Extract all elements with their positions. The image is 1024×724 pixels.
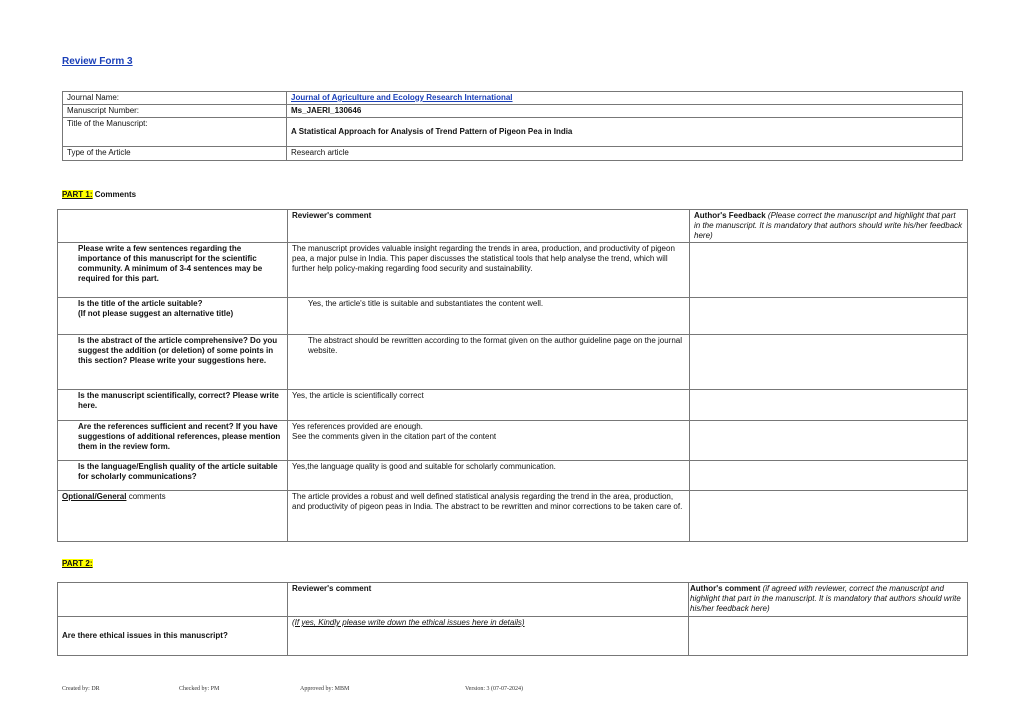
part2-label <box>62 559 93 568</box>
author-comment-label: Author's comment <box>690 584 761 593</box>
table-row <box>58 335 968 390</box>
question: Is the language/English quality of the article suitable for scholarly communications? <box>58 461 288 491</box>
question: Are the references sufficient and recent? If you have suggestions of additional references, please mention them in the review form. <box>58 421 288 461</box>
info-label: Journal Name: <box>63 92 287 105</box>
author-comment-cell[interactable] <box>689 617 968 656</box>
manuscript-info-table <box>62 91 963 161</box>
question: Is the abstract of the article comprehensive? Do you suggest the addition (or deletion) of some points in this section? Please write your suggestions here. <box>58 335 288 390</box>
manuscript-number: Ms_JAERI_130646 <box>287 105 963 118</box>
optional-label-rest: comments <box>126 492 166 501</box>
part1-label <box>62 190 136 199</box>
optional-comments-row <box>58 491 968 542</box>
part1-label-rest: Comments <box>92 190 137 199</box>
author-feedback-cell[interactable] <box>690 461 968 491</box>
part2-highlight: PART 2: <box>62 559 93 568</box>
ethics-row <box>58 617 968 656</box>
author-feedback-cell[interactable] <box>690 298 968 335</box>
header-reviewer-comment: Reviewer's comment <box>288 210 690 243</box>
table-row <box>58 461 968 491</box>
author-feedback-cell[interactable] <box>690 390 968 421</box>
author-feedback-label: Author's Feedback <box>694 211 766 220</box>
table-row <box>58 421 968 461</box>
header-reviewer-comment: Reviewer's comment <box>288 583 689 617</box>
part1-comments-table <box>57 209 968 542</box>
footer-checked: Checked by: PM <box>179 686 220 692</box>
reviewer-comment[interactable]: The manuscript provides valuable insight regarding the trends in area, production, and productivity of pigeon pea, a major pulse in India. This paper discusses the statistical tools that help analyse the trend, which will further help policy-making regarding food security and sustainability. <box>288 243 690 298</box>
table-row <box>58 243 968 298</box>
reviewer-comment[interactable]: The abstract should be rewritten according to the format given on the author guideline page on the journal website. <box>288 335 690 390</box>
info-row-manuscript-number <box>63 105 963 118</box>
question: Is the manuscript scientifically, correct? Please write here. <box>58 390 288 421</box>
reviewer-comment[interactable]: Yes, the article is scientifically correct <box>288 390 690 421</box>
info-row-title <box>63 118 963 147</box>
journal-name-link[interactable]: Journal of Agriculture and Ecology Research International <box>287 92 963 105</box>
question: Is the title of the article suitable? (If not please suggest an alternative title) <box>58 298 288 335</box>
part2-header-row <box>58 583 968 617</box>
article-type: Research article <box>287 147 963 161</box>
header-empty <box>58 583 288 617</box>
reviewer-comment[interactable]: Yes,the language quality is good and suitable for scholarly communication. <box>288 461 690 491</box>
info-label: Type of the Article <box>63 147 287 161</box>
ethics-reviewer-hint[interactable]: (If yes, Kindly please write down the ethical issues here in details) <box>288 617 689 656</box>
header-author-comment <box>689 583 968 617</box>
info-label: Manuscript Number: <box>63 105 287 118</box>
author-feedback-cell[interactable] <box>690 491 968 542</box>
author-feedback-cell[interactable] <box>690 243 968 298</box>
reviewer-comment[interactable]: Yes references provided are enough. See the comments given in the citation part of the content <box>288 421 690 461</box>
header-empty <box>58 210 288 243</box>
info-label: Title of the Manuscript: <box>63 118 287 147</box>
author-comment-note: (if agreed with reviewer, correct the manuscript and highlight that part in the manuscript. It is mandatory that authors should write his/her feedback here) <box>690 584 961 613</box>
part1-highlight: PART 1: <box>62 190 93 199</box>
part1-header-row <box>58 210 968 243</box>
footer-created: Created by: DR <box>62 686 100 692</box>
optional-label <box>58 491 288 542</box>
optional-comment[interactable]: The article provides a robust and well defined statistical analysis regarding the trend in the area, production, and productivity of pigeon peas in India. The abstract to be rewritten and minor corrections to be taken care of. <box>288 491 690 542</box>
table-row <box>58 298 968 335</box>
optional-general-label: Optional/General <box>62 492 127 501</box>
form-title[interactable]: Review Form 3 <box>62 56 133 67</box>
part2-ethics-table <box>57 582 968 656</box>
manuscript-title: A Statistical Approach for Analysis of Trend Pattern of Pigeon Pea in India <box>287 118 963 147</box>
info-row-journal <box>63 92 963 105</box>
reviewer-comment[interactable]: Yes, the article's title is suitable and substantiates the content well. <box>288 298 690 335</box>
author-feedback-note: (Please correct the manuscript and highlight that part in the manuscript. It is mandatory that authors should write his/her feedback here) <box>694 211 963 240</box>
author-feedback-cell[interactable] <box>690 421 968 461</box>
question: Please write a few sentences regarding the importance of this manuscript for the scientific community. A minimum of 3-4 sentences may be required for this part. <box>58 243 288 298</box>
info-row-type <box>63 147 963 161</box>
footer-version: Version: 3 (07-07-2024) <box>465 686 523 692</box>
footer-approved: Approved by: MBM <box>300 686 350 692</box>
ethics-question: Are there ethical issues in this manuscript? <box>58 617 288 656</box>
header-author-feedback <box>690 210 968 243</box>
table-row <box>58 390 968 421</box>
author-feedback-cell[interactable] <box>690 335 968 390</box>
